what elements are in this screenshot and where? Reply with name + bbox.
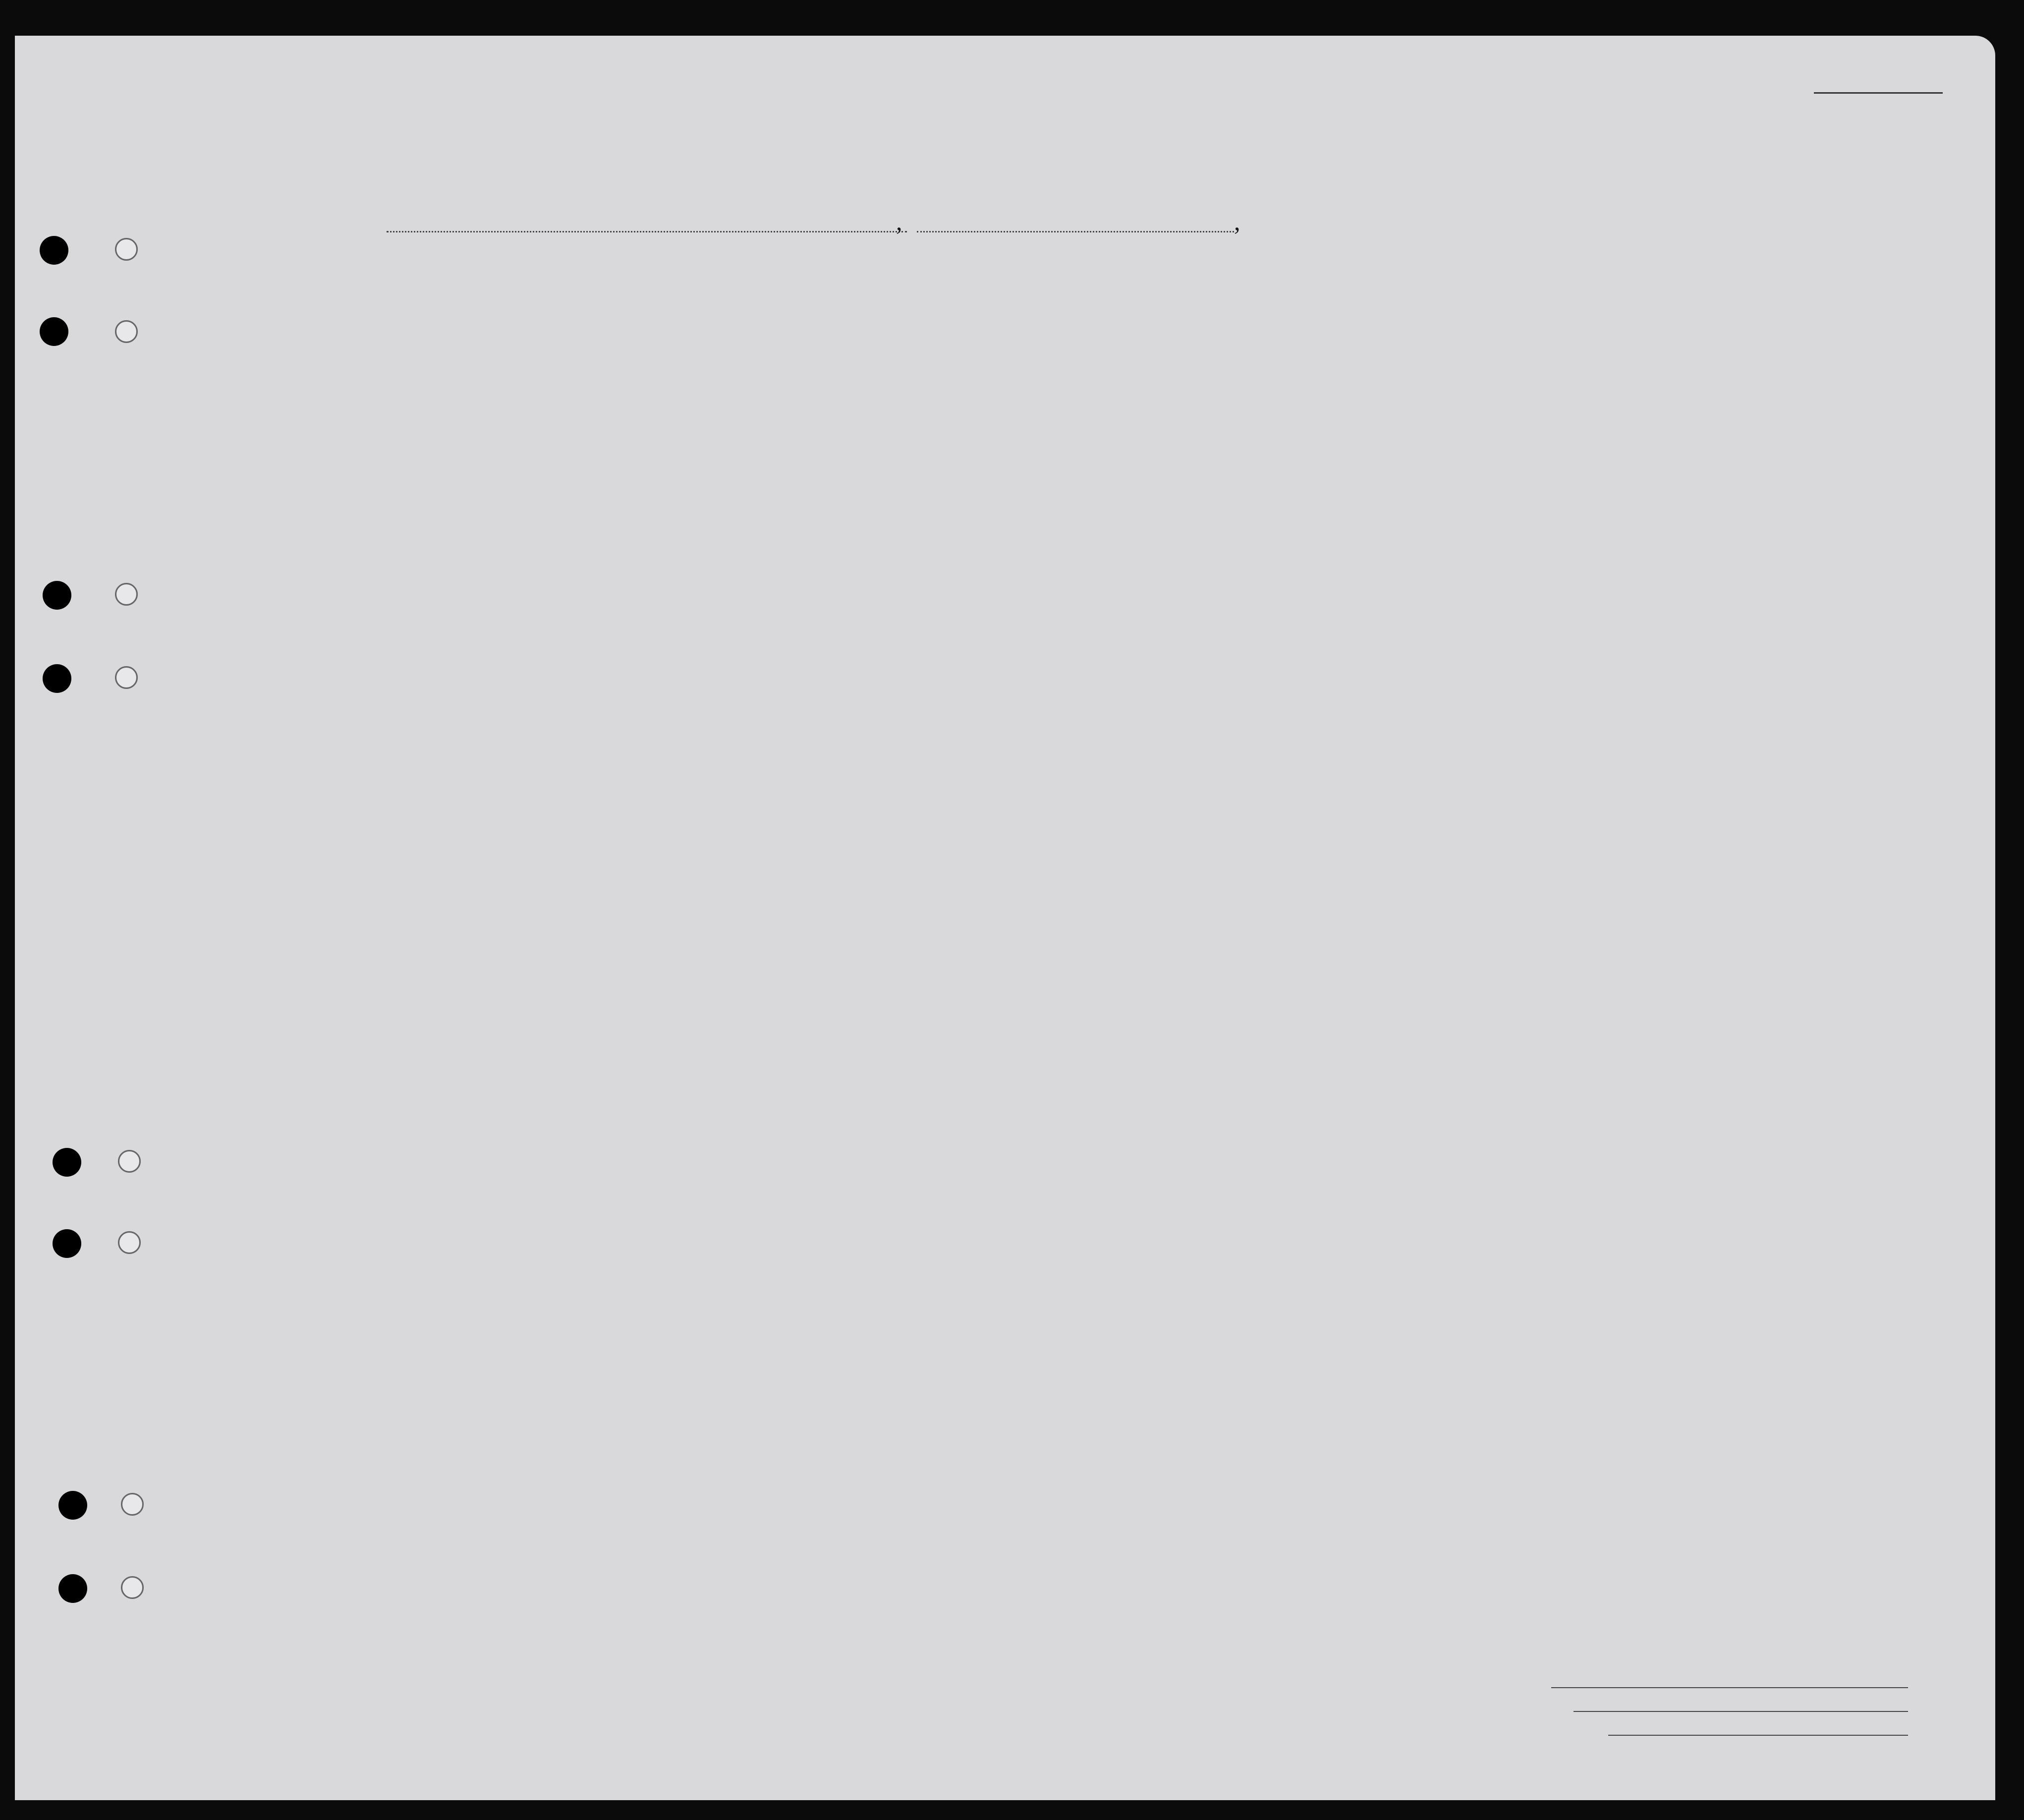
- binder-hole: [43, 581, 71, 610]
- header-28: [1412, 294, 1450, 428]
- header-24b: [1259, 320, 1279, 424]
- header-29: [1457, 289, 1485, 423]
- header-34-inches: [1694, 362, 1707, 406]
- binder-hole: [40, 236, 68, 265]
- binder-ring: [115, 666, 138, 689]
- header-27: [1393, 287, 1407, 421]
- binder-ring: [121, 1576, 144, 1599]
- binder-ring: [115, 238, 138, 261]
- binder-hole: [43, 664, 71, 693]
- line-underline: [1551, 1687, 1908, 1688]
- header-34-feet: [1669, 362, 1682, 406]
- header-21: [761, 284, 779, 418]
- header-24a: [1217, 320, 1237, 424]
- binder-ring: [115, 320, 138, 343]
- binder-ring: [118, 1150, 141, 1173]
- binder-hole: [40, 317, 68, 346]
- header-24c: [1296, 320, 1316, 424]
- binder-ring: [115, 583, 138, 606]
- binder-hole: [53, 1148, 81, 1177]
- agents-underline: [1608, 1735, 1908, 1736]
- header-26: [1375, 287, 1389, 421]
- comma-1: ,: [896, 208, 902, 235]
- comma-2: ,: [1234, 208, 1240, 235]
- binder-hole: [53, 1229, 81, 1258]
- binder-ring: [121, 1493, 144, 1516]
- binder-hole: [58, 1574, 87, 1603]
- header-30: [1489, 287, 1504, 421]
- binder-hole: [58, 1491, 87, 1520]
- header-19: [634, 284, 652, 418]
- header-31: [1508, 287, 1523, 421]
- owners-underline: [1574, 1711, 1908, 1712]
- header-25: [1340, 290, 1370, 424]
- binder-ring: [118, 1231, 141, 1254]
